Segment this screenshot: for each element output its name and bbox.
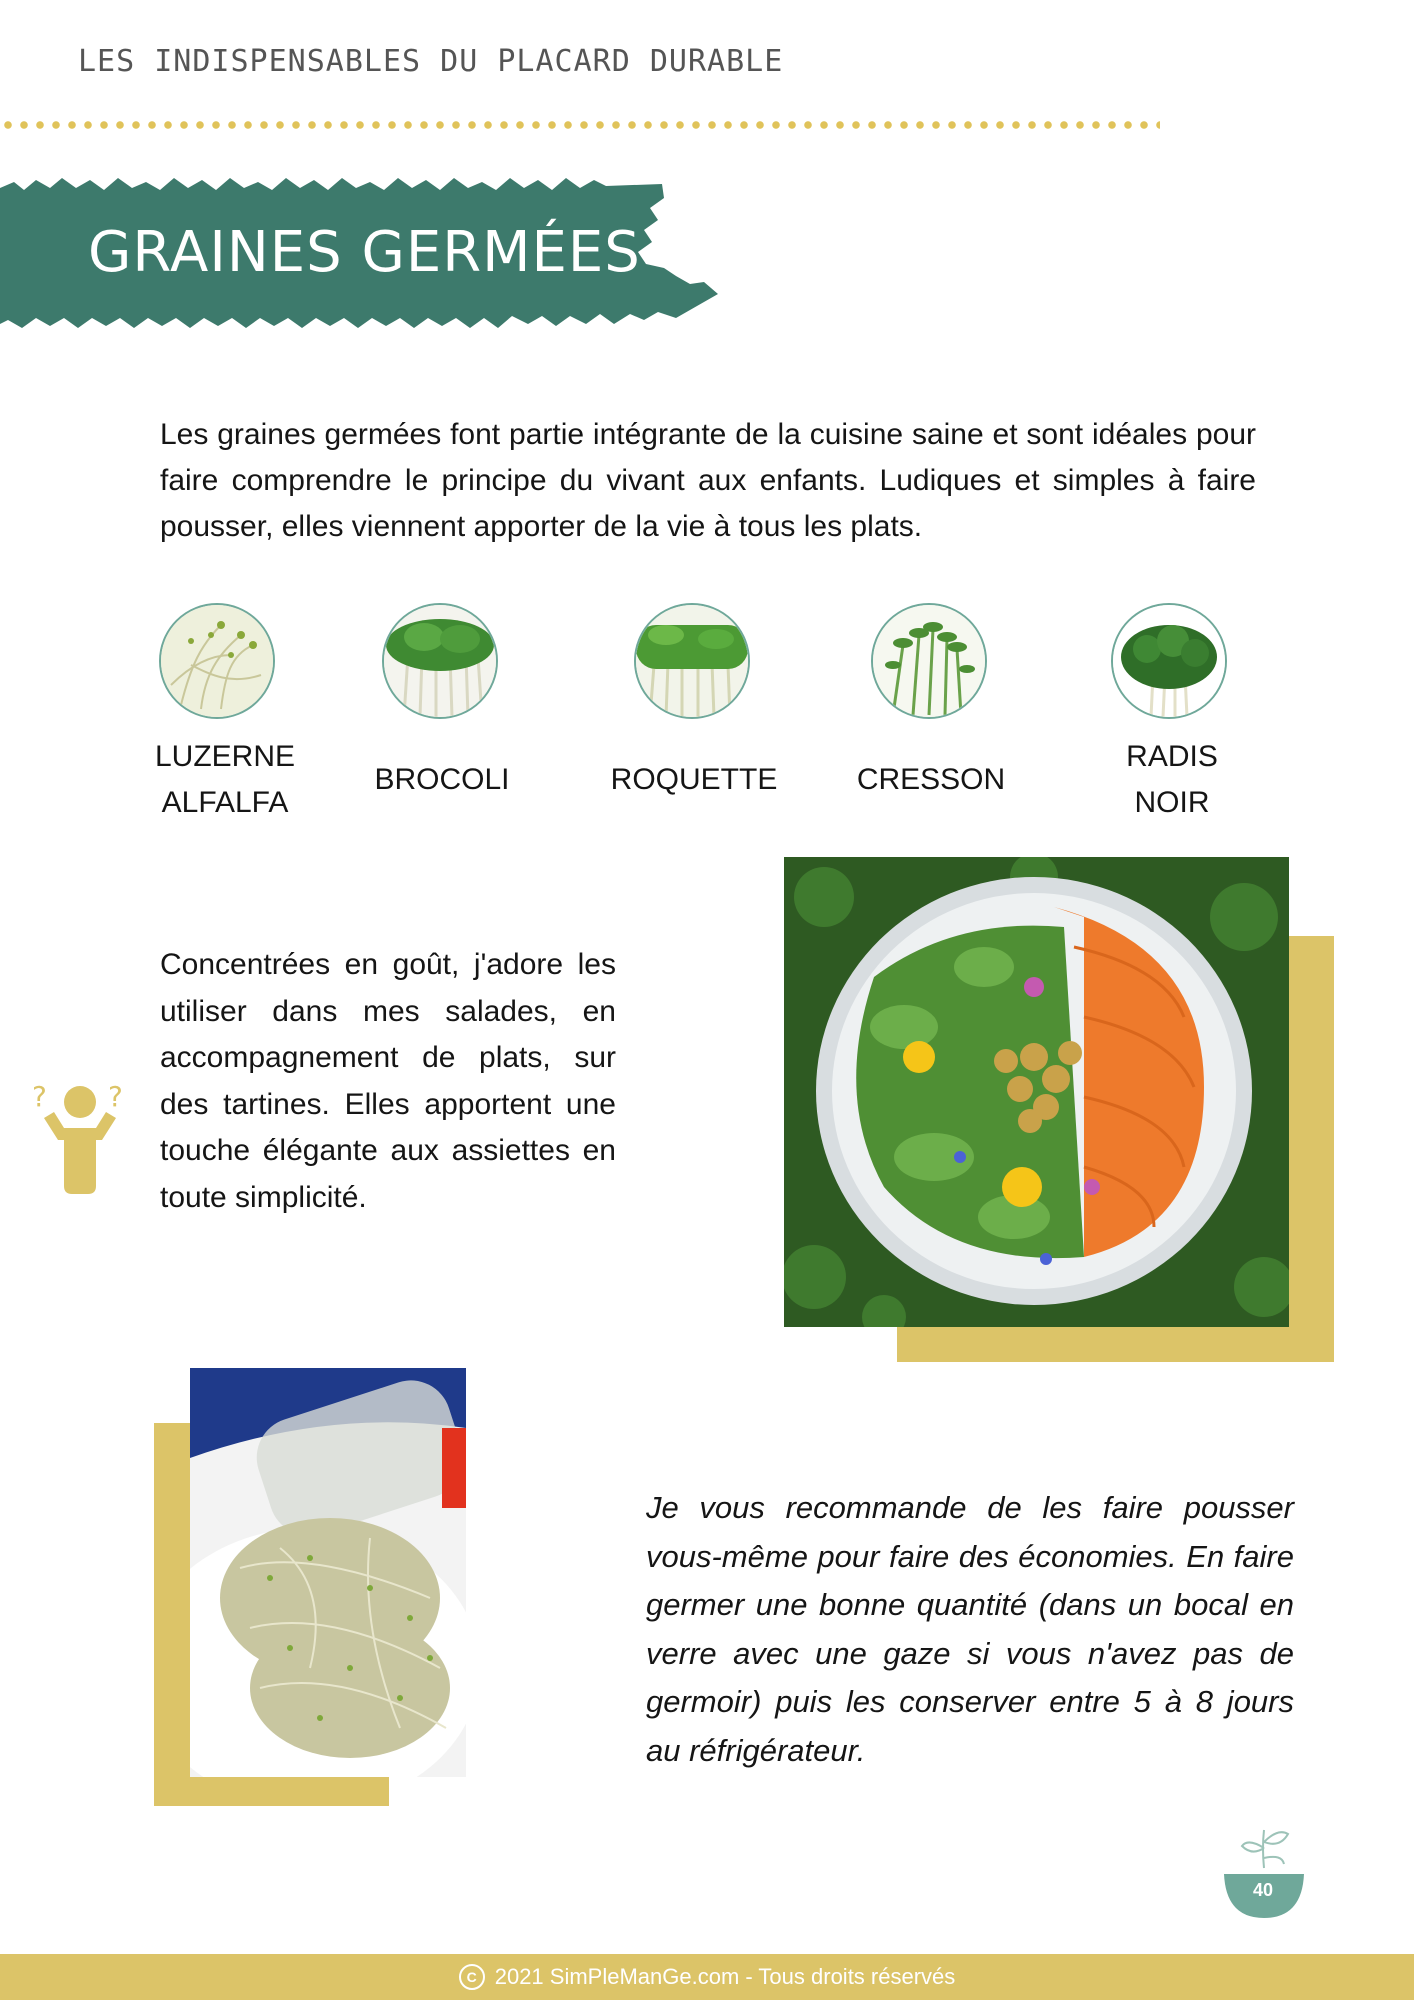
- broccoli-sprout-image: [382, 603, 498, 719]
- salad-plate-photo: [784, 857, 1289, 1327]
- footer-copyright-text: 2021 SimPleManGe.com - Tous droits réservés: [494, 1964, 956, 1989]
- sprout-label-broccoli: BROCOLI: [374, 763, 510, 796]
- sprout-label-cress: CRESSON: [856, 763, 1006, 796]
- svg-text:?: ?: [32, 1080, 47, 1113]
- growing-tip-paragraph: Je vous recommande de les faire pousser vous-même pour faire des économies. En faire germer une bonne quantité (dans un bocal en verre avec une gaze si vous n'avez pas de germoir) puis les conserver entre 5 à 8 jours au réfrigérateur.: [646, 1490, 1294, 1768]
- sprout-label-alfalfa: LUZERNE ALFALFA: [154, 740, 296, 819]
- page-number: 40: [1252, 1879, 1274, 1900]
- alfalfa-sprout-image: [159, 603, 275, 719]
- dotted-divider: [0, 120, 1160, 130]
- sprout-label-arugula: ROQUETTE: [610, 763, 778, 796]
- page-title: GRAINES GERMÉES: [88, 220, 641, 285]
- sprout-label-black-radish: RADIS NOIR: [1126, 740, 1218, 819]
- running-header: LES INDISPENSABLES DU PLACARD DURABLE: [78, 44, 784, 79]
- copyright-icon: C: [459, 1964, 485, 1990]
- black-radish-sprout-image: [1111, 603, 1227, 719]
- intro-paragraph: Les graines germées font partie intégrante de la cuisine saine et sont idéales pour faire comprendre le principe du vivant aux enfants. Ludiques et simples à faire pousser, elles viennent apporter de la vie à tous les plats.: [160, 418, 1256, 543]
- usage-paragraph: Concentrées en goût, j'adore les utiliser dans mes salades, en accompagnement de plats, sur des tartines. Elles apportent une touche élégante aux assiettes en toute simplicité.: [160, 948, 616, 1214]
- thinking-person-icon: [30, 1078, 130, 1201]
- sprouts-jar-photo: [190, 1368, 466, 1777]
- arugula-sprout-image: [634, 603, 750, 719]
- footer-bar: [0, 1954, 1414, 2000]
- cress-sprout-image: [871, 603, 987, 719]
- title-banner: [0, 178, 730, 338]
- svg-text:?: ?: [108, 1080, 123, 1113]
